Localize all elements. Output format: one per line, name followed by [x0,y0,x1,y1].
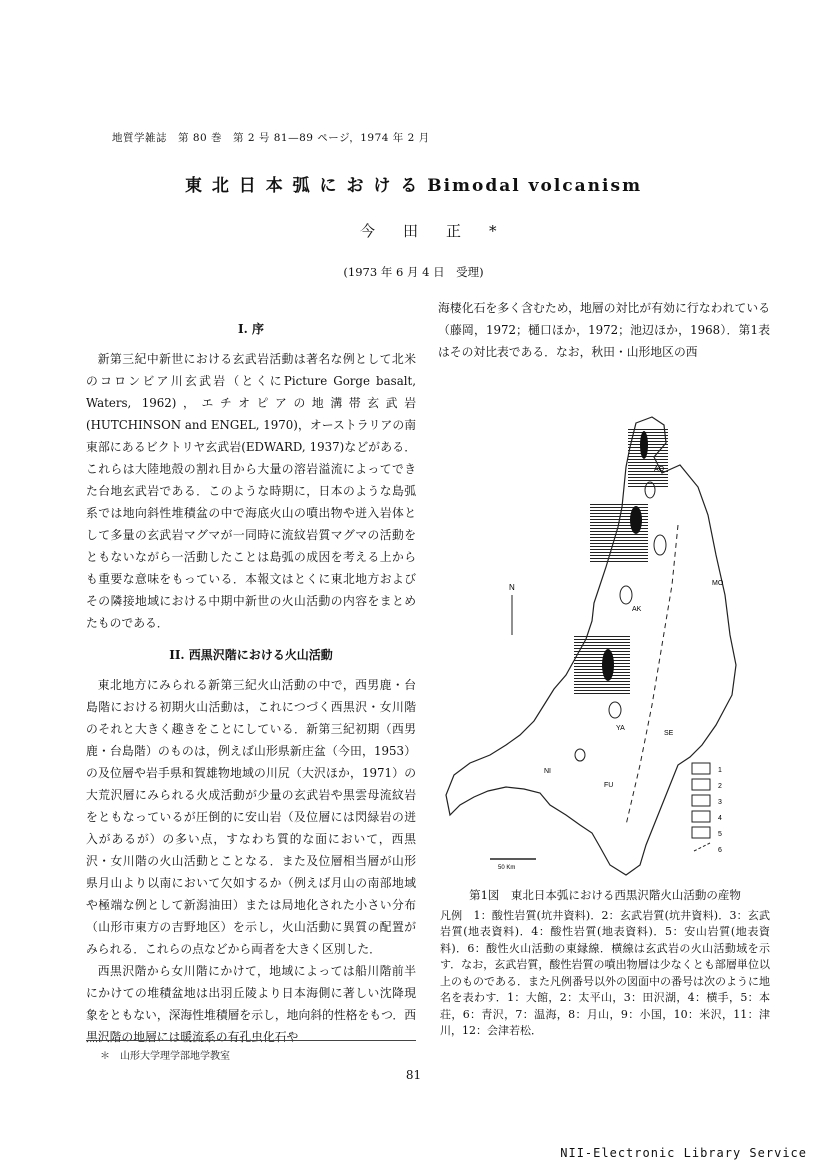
legend-swatch-1 [692,763,710,774]
section-1-paragraph: 新第三紀中新世における玄武岩活動は著名な例として北米のコロンビア川玄武岩（とくにPicture Gorge basalt, Waters, 1962)，エチオピアの地溝帯玄武岩(HUTCHINSON and ENGEL, 1970)，オーストラリアの南東部にあるビクトリヤ玄武岩(EDWARD, 1937)などがある．これらは大陸地殻の割れ目から大量の溶岩溢流によってできた台地玄武岩である．このような時期に，日本のような島弧系では地向斜性堆積盆の中で海底火山の噴出物や迸入岩体として多量の玄武岩マグマが一同時に流紋岩質マグマの活動をともないながら一活動したことは島弧の成因を考える上からも重要な意味をもっている．本報文はとくに東北地方およびその隣接地域における中期中新世の火山活動の内容をまとめたものである． [86,352,416,630]
legend-label-4: 4 [718,815,722,822]
legend-swatch-4 [692,811,710,822]
footnote-affiliation: ＊ 山形大学理学部地学教室 [100,1051,230,1062]
scale-label: 50 Km [498,865,516,871]
patch-7 [609,702,621,718]
footnote-divider [86,1040,416,1041]
north-label: N [509,583,515,592]
figure-caption-title: 第1図 東北日本弧における西黒沢階火山活動の産物 [469,888,741,902]
section-2-paragraph-1: 東北地方にみられる新第三紀火山活動の中で，西男鹿・台島階における初期火山活動は，これにつづく西黒沢・女川階のそれと大きく趣きをことにしている．新第三紀初期（西男鹿・台島階）のものは，例えば山形県新庄盆（今田，1953）の及位層や岩手県和賀雄物地域の川尻（大沢ほか，1971）の大荒沢層にみられる火成活動が少量の玄武岩や黒雲母流紋岩をともなっているが圧倒的に安山岩（及位層には閃緑岩の迸入があるが）の多い点，すなわち質的な面において，西黒沢・女川階の火山活動とことなる．また及位層相当層が山形県月山より以南において欠如するか（例えば月山の南部地域や極端な例として新潟油田）または局地化された小さい分布（山形市東方の吉野地区）を示し，火山活動に異質の配置がみられる．これらの点などから両者を大きく区別した． [86,678,416,956]
section-2-paragraph-2: 西黒沢階から女川階にかけて，地域によっては船川階前半にかけての堆積盆地は出羽丘陵より日本海側に著しい沈降現象をともない，深海性堆積層を示し，地向斜的性格をもつ．西黒沢階の地層には暖流系の有孔虫化石や [86,964,416,1044]
place-label-fu: FU [604,782,614,789]
journal-citation: 地質学雑誌 第 80 巻 第 2 号 81—89 ページ，1974 年 2 月 [112,132,430,144]
section-1-heading: I. 序 [238,322,264,336]
place-label-se: SE [664,730,674,737]
page-number: 81 [405,1068,422,1082]
basalt-area-1 [628,427,668,487]
legend-swatch-6 [694,843,710,851]
section-2-heading: II. 西黒沢階における火山活動 [169,648,333,662]
place-label-ao: AO [654,466,665,473]
author-name: 今田正* [360,222,525,240]
paper-title: 東 北 日 本 弧 に お け る Bimodal volcanism [184,176,643,196]
figure-map [440,395,770,880]
legend-swatch-3 [692,795,710,806]
legend-label-5: 5 [718,831,722,838]
patch-3 [602,649,614,681]
eastern-boundary-line [626,525,678,825]
legend-label-3: 3 [718,799,722,806]
map-legend [692,763,722,854]
patch-2 [630,506,642,534]
place-label-ni: NI [544,768,551,775]
patch-6 [620,586,632,604]
nii-service-footer: NII-Electronic Library Service [560,1146,807,1160]
figure-caption-body: 凡例 1：酸性岩質(坑井資料)．2：玄武岩質(坑井資料)．3：玄武岩質(地表資料)．4：酸性岩質(地表資料)．5：安山岩質(地表資料)．6：酸性火山活動の東縁線．横線は玄武岩の火山活動域を示す．なお，玄武岩質，酸性岩質の噴出物層は少なくとも部層単位以上のものである．また凡例番号以外の図面中の番号は次のように地名を表わす．1：大館，2：太平山，3：田沢湖，4：横手，5：本荘，6：青沢，7：温海，8：月山，9：小国，10：米沢，11：津川，12：会津若松． [440,908,770,1037]
legend-label-1: 1 [718,767,722,774]
legend-swatch-2 [692,779,710,790]
section-2-continuation: 海棲化石を多く含むため，地層の対比が有効に行なわれている（藤岡，1972；樋口ほか，1972；池辺ほか，1968）．第1表はその対比表である．なお，秋田・山形地区の西 [438,301,770,359]
patch-5 [654,535,666,555]
received-date: (1973 年 6 月 4 日 受理) [343,265,484,279]
map-svg [440,395,770,880]
place-label-ya: YA [616,725,625,732]
place-label-mo: MO [712,580,724,587]
place-label-ak: AK [632,606,642,613]
legend-label-6: 6 [718,847,722,854]
legend-label-2: 2 [718,783,722,790]
right-column [438,297,770,363]
patch-1 [640,431,648,459]
patch-8 [575,749,585,761]
figure-caption [440,887,770,1040]
left-column [86,312,416,1048]
legend-swatch-5 [692,827,710,838]
